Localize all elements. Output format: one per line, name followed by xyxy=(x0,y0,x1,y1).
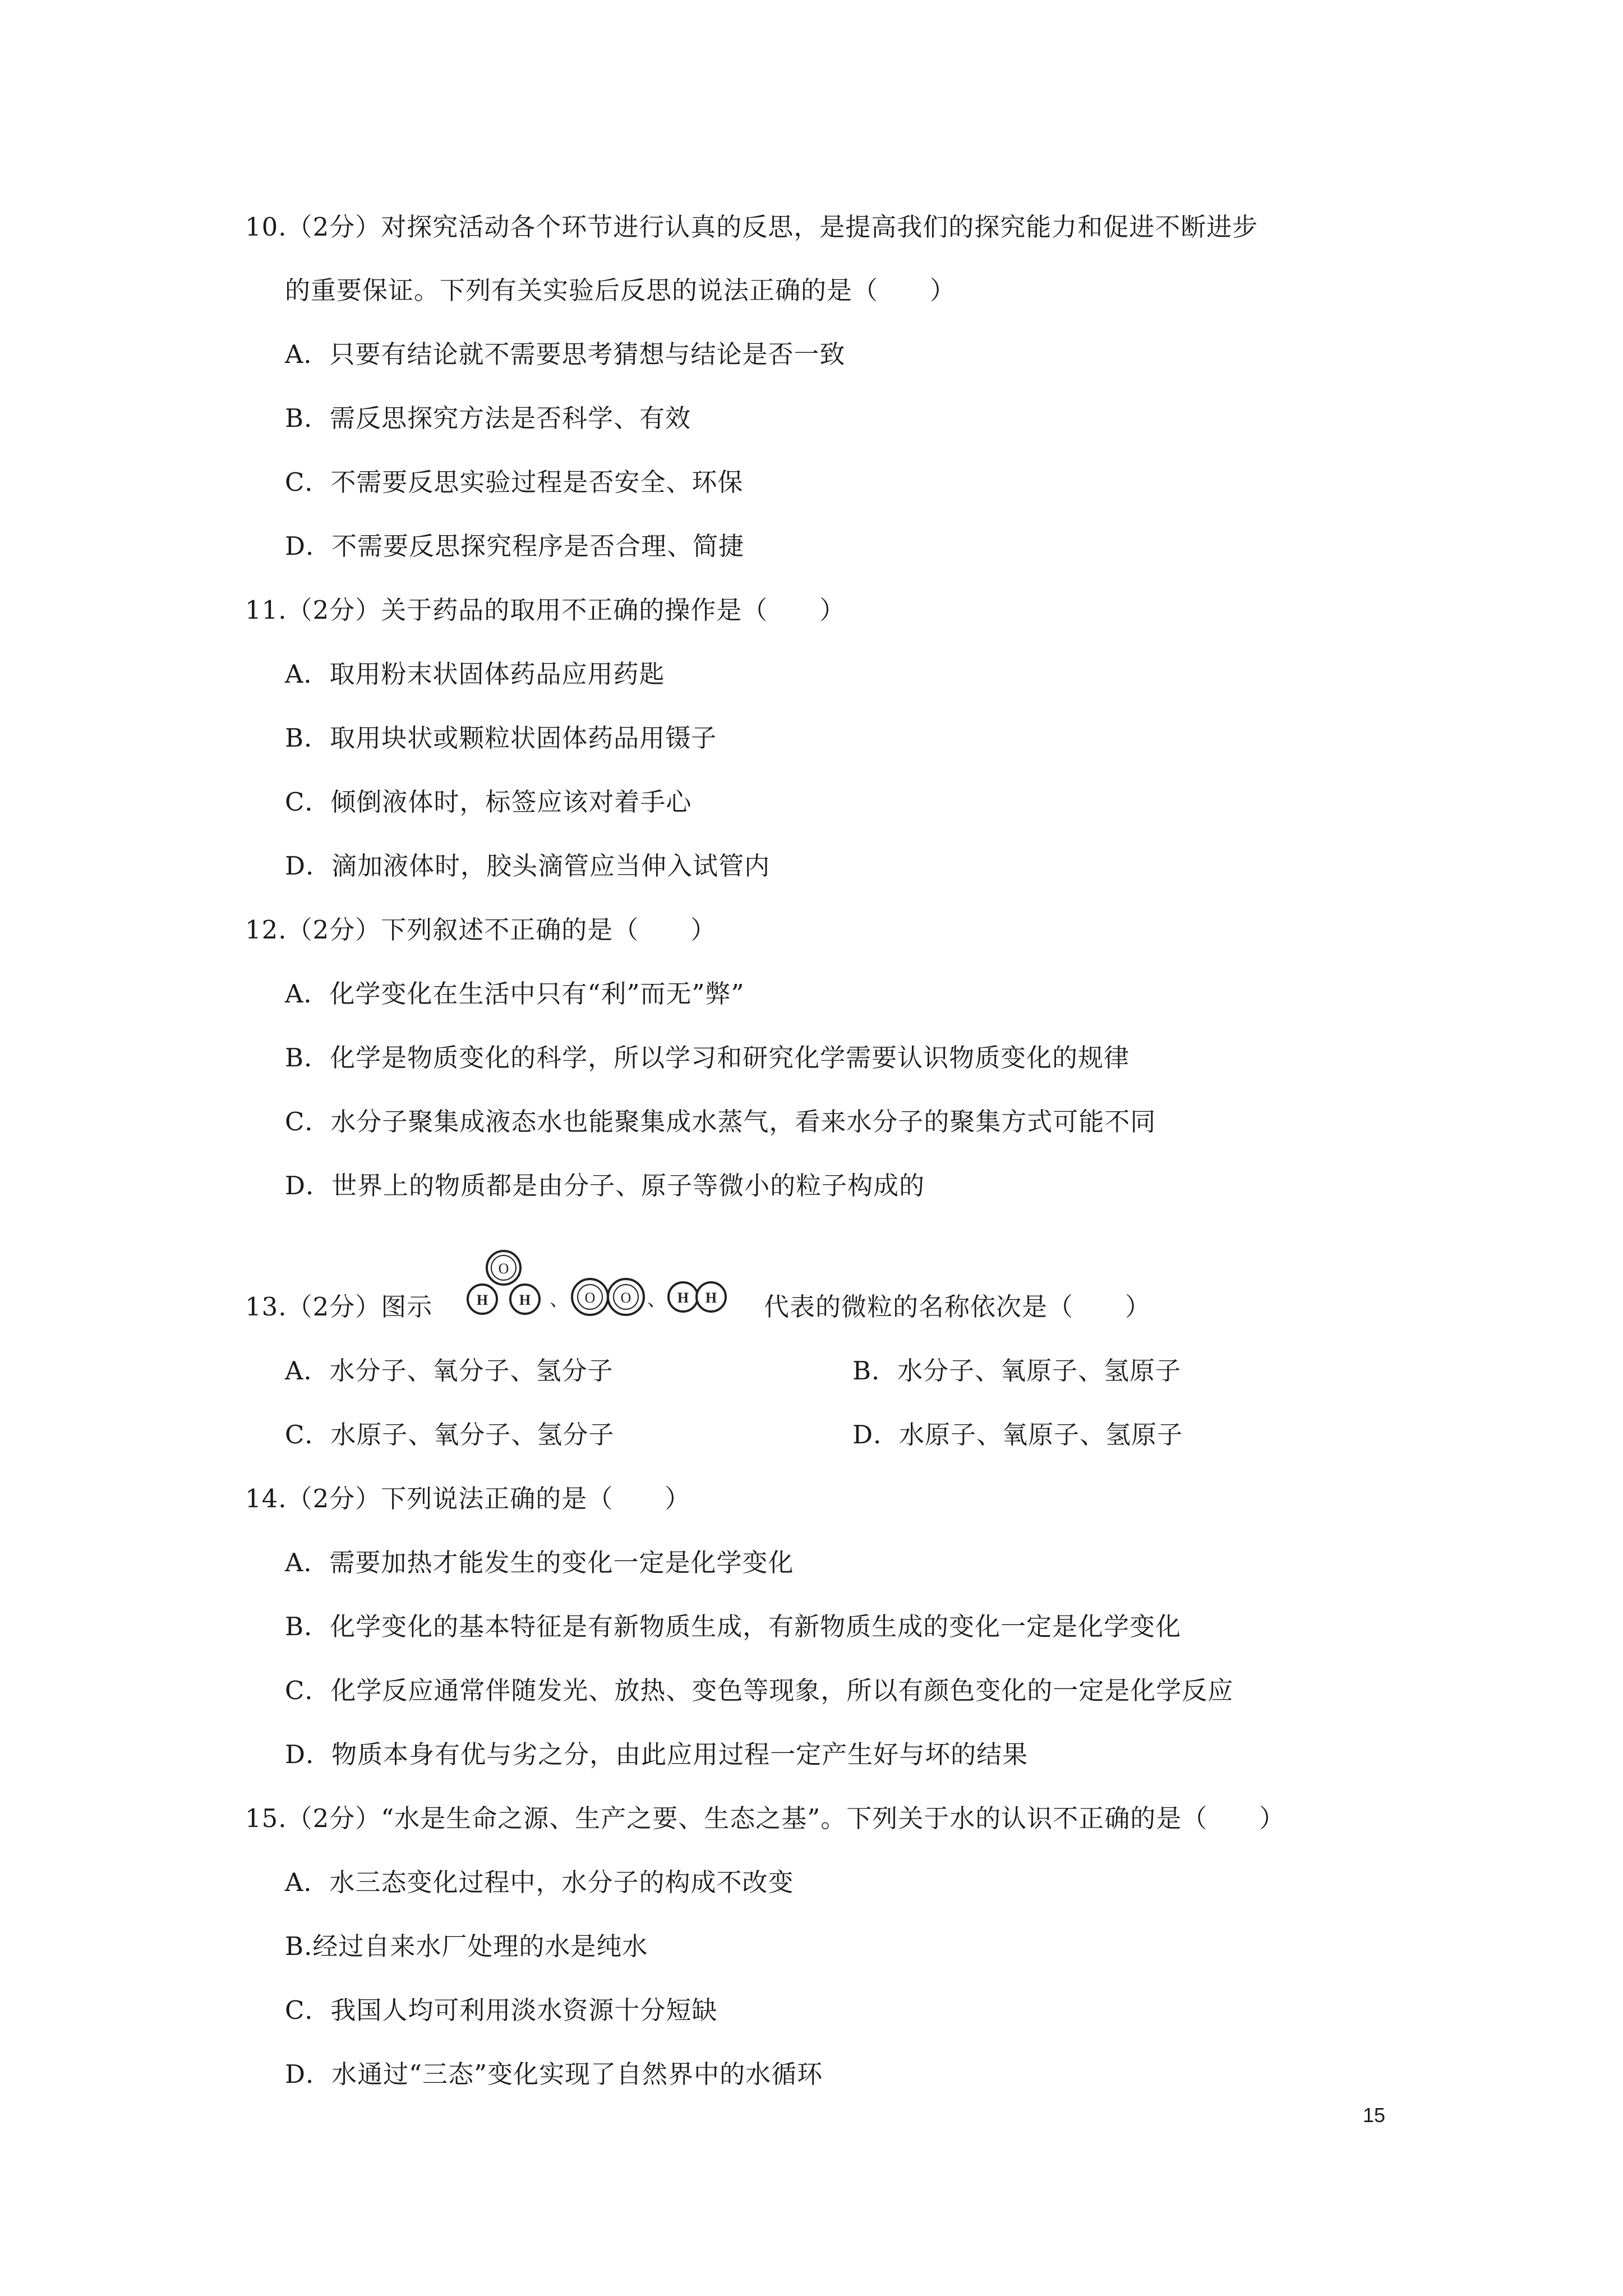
hydrogen-molecule-icon xyxy=(668,1282,726,1312)
q15-stem: 15.（2分）“水是生命之源、生产之要、生态之基”。下列关于水的认识不正确的是（ ） xyxy=(245,1803,1285,1833)
q14-option-b: B．化学变化的基本特征是有新物质生成，有新物质生成的变化一定是化学变化 xyxy=(285,1612,1182,1641)
q15-option-b: B.经过自来水厂处理的水是纯水 xyxy=(285,1931,648,1961)
q12-stem: 12.（2分）下列叙述不正确的是（ ） xyxy=(245,915,717,945)
svg-text:H: H xyxy=(519,1292,531,1308)
q12-option-c: C．水分子聚集成液态水也能聚集成水蒸气，看来水分子的聚集方式可能不同 xyxy=(285,1107,1156,1137)
svg-text:H: H xyxy=(677,1290,689,1306)
svg-text:O: O xyxy=(584,1290,596,1306)
q13-option-c: C．水原子、氧分子、氢分子 xyxy=(285,1420,615,1450)
svg-text:、: 、 xyxy=(550,1290,569,1310)
q10-option-c: C．不需要反思实验过程是否安全、环保 xyxy=(285,467,744,497)
q12-option-d: D．世界上的物质都是由分子、原子等微小的粒子构成的 xyxy=(285,1171,925,1200)
q13-option-b: B．水分子、氧原子、氢原子 xyxy=(852,1356,1182,1386)
q14-option-c: C．化学反应通常伴随发光、放热、变色等现象，所以有颜色变化的一定是化学反应 xyxy=(285,1676,1234,1705)
q10-option-d: D．不需要反思探究程序是否合理、简捷 xyxy=(285,531,745,561)
water-molecule-icon xyxy=(468,1251,540,1314)
q11-option-c: C．倾倒液体时，标签应该对着手心 xyxy=(285,787,692,817)
q10-option-a: A．只要有结论就不需要思考猜想与结论是否一致 xyxy=(285,339,846,369)
page-number: 15 xyxy=(1363,2104,1386,2127)
q15-option-d: D．水通过“三态”变化实现了自然界中的水循环 xyxy=(285,2059,823,2089)
svg-text:、: 、 xyxy=(647,1290,666,1310)
q10-stem-line2: 的重要保证。下列有关实验后反思的说法正确的是（ ） xyxy=(285,275,956,305)
svg-text:O: O xyxy=(498,1260,509,1277)
q15-option-a: A．水三态变化过程中，水分子的构成不改变 xyxy=(285,1867,794,1897)
q11-stem: 11.（2分）关于药品的取用不正确的操作是（ ） xyxy=(245,595,846,625)
svg-text:H: H xyxy=(476,1292,488,1308)
q14-option-a: A．需要加热才能发生的变化一定是化学变化 xyxy=(285,1548,794,1577)
molecule-diagram xyxy=(460,1244,763,1323)
q13-stem-before: 13.（2分）图示 xyxy=(245,1292,433,1322)
q10-stem-line1: 10.（2分）对探究活动各个环节进行认真的反思，是提高我们的探究能力和促进不断进步 xyxy=(245,212,1258,242)
q13-stem-after: 代表的微粒的名称依次是（ ） xyxy=(764,1292,1151,1322)
q13-option-a: A．水分子、氧分子、氢分子 xyxy=(285,1356,614,1386)
q12-option-a: A．化学变化在生活中只有“利”而无”弊” xyxy=(285,979,745,1009)
svg-text:H: H xyxy=(705,1290,717,1306)
q15-option-c: C．我国人均可利用淡水资源十分短缺 xyxy=(285,1995,718,2025)
q13-option-d: D．水原子、氧原子、氢原子 xyxy=(852,1420,1183,1450)
q11-option-b: B．取用块状或颗粒状固体药品用镊子 xyxy=(285,723,717,753)
q14-stem: 14.（2分）下列说法正确的是（ ） xyxy=(245,1484,691,1513)
q14-option-d: D．物质本身有优与劣之分，由此应用过程一定产生好与坏的结果 xyxy=(285,1740,1029,1769)
svg-text:O: O xyxy=(620,1290,631,1306)
q11-option-d: D．滴加液体时，胶头滴管应当伸入试管内 xyxy=(285,851,771,881)
q11-option-a: A．取用粉末状固体药品应用药匙 xyxy=(285,659,665,689)
q12-option-b: B．化学是物质变化的科学，所以学习和研究化学需要认识物质变化的规律 xyxy=(285,1043,1130,1073)
oxygen-molecule-icon xyxy=(572,1279,644,1315)
q10-option-b: B．需反思探究方法是否科学、有效 xyxy=(285,403,691,433)
